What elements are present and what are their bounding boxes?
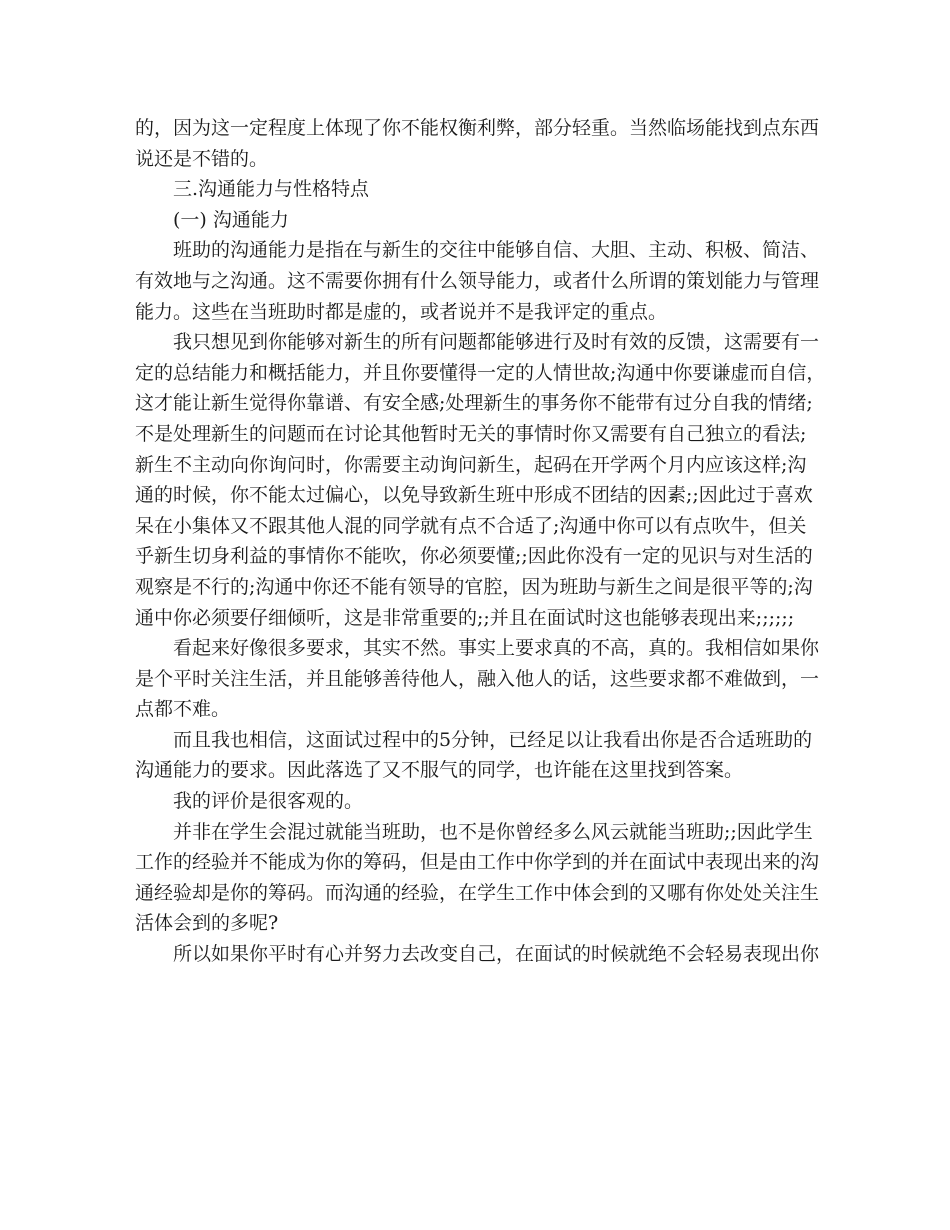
text-line: 说还是不错的。 — [135, 147, 269, 170]
text-line: 所以如果你平时有心并努力去改变自己，在面试的时候就绝不会轻易表现出你 — [173, 943, 820, 966]
text-line: 能力。这些在当班助时都是虚的，或者说并不是我评定的重点。 — [135, 300, 668, 323]
text-line: 三.沟通能力与性格特点 — [173, 178, 370, 201]
text-line: 班助的沟通能力是指在与新生的交往中能够自信、大胆、主动、积极、简洁、 — [173, 239, 820, 262]
text-line: 看起来好像很多要求，其实不然。事实上要求真的不高，真的。我相信如果你 — [173, 637, 820, 660]
text-line: 观察是不行的;沟通中你还不能有领导的官腔，因为班助与新生之间是很平等的;沟 — [135, 575, 813, 598]
text-line: 呆在小集体又不跟其他人混的同学就有点不合适了;沟通中你可以有点吹牛，但关 — [135, 514, 807, 537]
text-line: 是个平时关注生活，并且能够善待他人，融入他人的话，这些要求都不难做到，一 — [135, 667, 820, 690]
text-line: 我的评价是很客观的。 — [173, 790, 364, 813]
text-line: 有效地与之沟通。这不需要你拥有什么领导能力，或者什么所谓的策划能力与管理 — [135, 269, 820, 292]
text-line: 我只想见到你能够对新生的所有问题都能够进行及时有效的反馈，这需要有一 — [173, 331, 820, 354]
text-line: 而且我也相信，这面试过程中的5分钟，已经足以让我看出你是否合适班助的 — [173, 728, 813, 751]
text-line: 乎新生切身利益的事情你不能吹，你必须要懂;;因此你没有一定的见识与对生活的 — [135, 545, 813, 568]
text-line: 新生不主动向你询问时，你需要主动询问新生，起码在开学两个月内应该这样;沟 — [135, 453, 807, 476]
text-line: 这才能让新生觉得你靠谱、有安全感;处理新生的事务你不能带有过分自我的情绪; — [135, 392, 813, 415]
text-line: 通的时候，你不能太过偏心，以免导致新生班中形成不团结的因素;;因此过于喜欢 — [135, 484, 813, 507]
document-body — [135, 113, 825, 970]
text-line: 沟通能力的要求。因此落选了又不服气的同学，也许能在这里找到答案。 — [135, 759, 744, 782]
text-line: 定的总结能力和概括能力，并且你要懂得一定的人情世故;沟通中你要谦虚而自信， — [135, 361, 826, 384]
text-line: (一) 沟通能力 — [173, 208, 289, 231]
text-line: 活体会到的多呢? — [135, 912, 279, 935]
text-line: 工作的经验并不能成为你的筹码，但是由工作中你学到的并在面试中表现出来的沟 — [135, 851, 820, 874]
text-line: 点都不难。 — [135, 698, 231, 721]
text-line: 的，因为这一定程度上体现了你不能权衡利弊，部分轻重。当然临场能找到点东西 — [135, 117, 820, 139]
text-line: 并非在学生会混过就能当班助，也不是你曾经多么风云就能当班助;;因此学生 — [173, 820, 813, 843]
text-line: 通经验却是你的筹码。而沟通的经验，在学生工作中体会到的又哪有你处处关注生 — [135, 881, 820, 904]
text-line: 不是处理新生的问题而在讨论其他暂时无关的事情时你又需要有自己独立的看法; — [135, 422, 807, 445]
text-line: 通中你必须要仔细倾听，这是非常重要的;;并且在面试时这也能够表现出来;;;;;; — [135, 606, 795, 629]
